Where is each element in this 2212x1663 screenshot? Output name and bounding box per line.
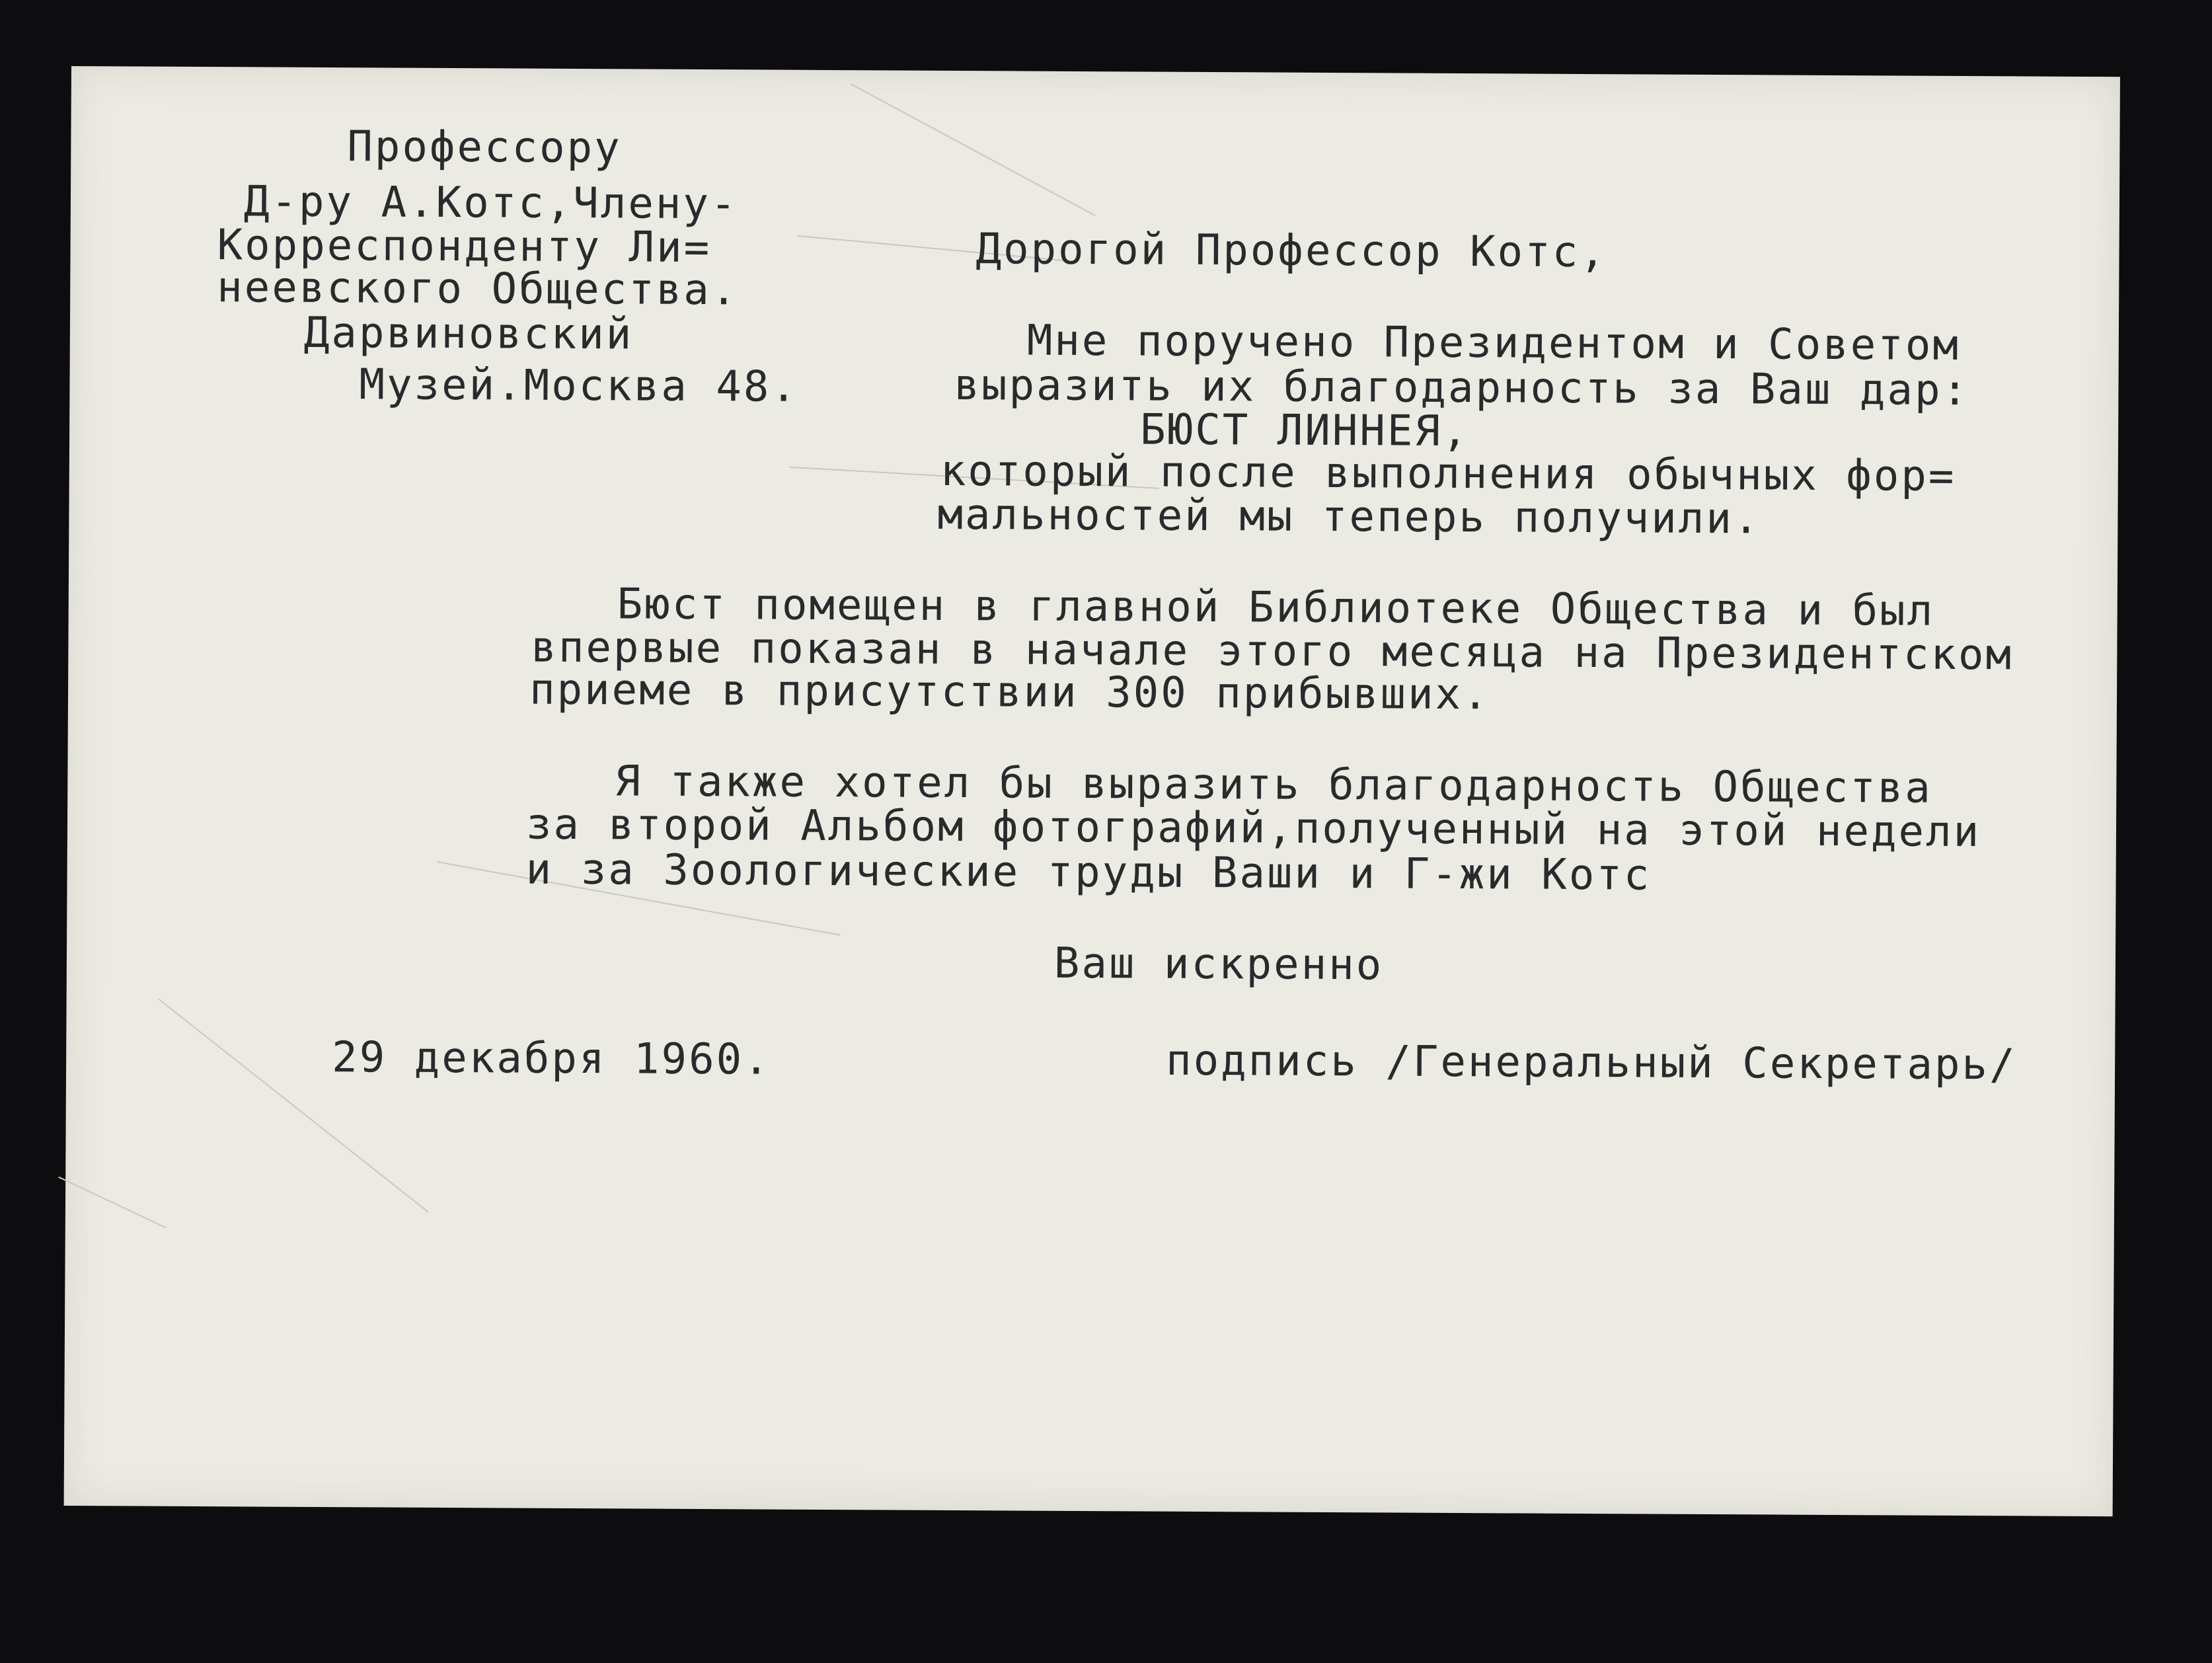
- signature-line: подпись /Генеральный Секретарь/: [1165, 1036, 2017, 1090]
- address-line-6: Музей.Москва 48.: [359, 360, 799, 412]
- paragraph1-line-3: БЮСТ ЛИННЕЯ,: [1139, 405, 1470, 457]
- address-line-3: Корреспонденту Ли=: [217, 221, 712, 273]
- address-line-1: Профессору: [347, 122, 622, 173]
- paragraph3-line-3: и за Зоологические труды Ваши и Г-жи Котс: [525, 845, 1652, 900]
- address-line-5: Дарвиновский: [303, 308, 634, 360]
- letter-sheet: [64, 66, 2120, 1516]
- address-line-4: неевского Общества.: [217, 263, 739, 315]
- salutation: Дорогой Профессор Котс,: [975, 225, 1607, 278]
- paragraph2-line-3: приеме в присутствии 300 прибывших.: [529, 665, 1490, 720]
- pencil-mark: [58, 1177, 167, 1229]
- paragraph1-line-4: который после выполнения обычных фор=: [940, 446, 1956, 501]
- pencil-mark: [851, 83, 1096, 216]
- paragraph1-line-2: выразить их благодарность за Ваш дар:: [954, 360, 1970, 416]
- paragraph2-line-1: Бюст помещен в главной Библиотеке Общества и был: [617, 580, 1935, 636]
- letter-date: 29 декабря 1960.: [331, 1033, 771, 1085]
- closing: Ваш искренно: [1053, 939, 1384, 990]
- address-line-2: Д-ру А.Котс,Члену-: [243, 177, 738, 229]
- paragraph3-line-1: Я также хотел бы выразить благодарность Общества: [615, 757, 1933, 813]
- paragraph2-line-2: впервые показан в начале этого месяца на Президентском: [531, 623, 2014, 680]
- paragraph1-line-5: мальностей мы теперь получили.: [937, 490, 1761, 544]
- paragraph1-line-1: Мне поручено Президентом и Советом: [1026, 316, 1961, 370]
- pencil-mark: [158, 999, 428, 1213]
- paragraph3-line-2: за второй Альбом фотографий,полученный на этой недели: [525, 800, 1981, 857]
